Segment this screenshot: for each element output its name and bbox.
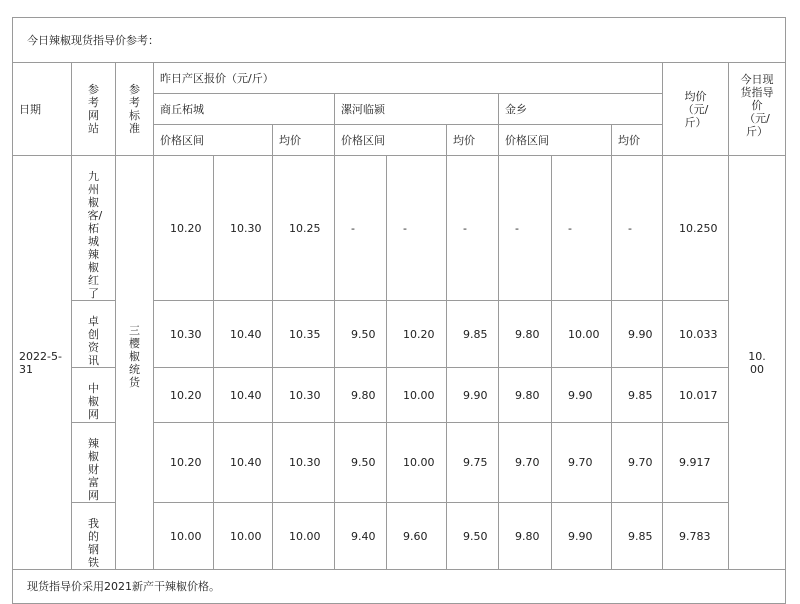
site-cell: 我的钢铁 [72, 503, 116, 570]
price-cell: 9.85 [612, 503, 663, 570]
price-cell: 10.40 [214, 368, 273, 423]
table-caption: 今日辣椒现货指导价参考： [13, 18, 786, 63]
price-cell: 10.20 [387, 301, 447, 368]
price-cell: 9.70 [552, 423, 612, 503]
price-cell: - [335, 156, 387, 301]
sub-price-range: 价格区间 [335, 125, 447, 156]
region-jinxiang: 金乡 [499, 94, 663, 125]
table-row [13, 156, 786, 301]
price-cell: 10.25 [273, 156, 335, 301]
price-cell: 10.00 [214, 503, 273, 570]
standard-cell: 三樱椒统货 [116, 156, 154, 570]
header-site: 参考网站 [72, 63, 116, 156]
avg-cell: 10.250 [663, 156, 729, 301]
price-cell: 9.85 [447, 301, 499, 368]
price-cell: 9.90 [447, 368, 499, 423]
price-cell: 9.80 [499, 368, 552, 423]
price-cell: 9.70 [499, 423, 552, 503]
price-cell: - [612, 156, 663, 301]
price-cell: 10.40 [214, 423, 273, 503]
header-yesterday: 昨日产区报价（元/斤） [154, 63, 663, 94]
price-cell: 9.70 [612, 423, 663, 503]
price-cell: 10.30 [273, 368, 335, 423]
site-cell: 卓创资讯 [72, 301, 116, 368]
price-cell: 10.20 [154, 423, 214, 503]
header-today: 今日现货指导价（元/斤） [729, 63, 786, 156]
price-cell: 10.20 [154, 368, 214, 423]
region-shangqiu: 商丘柘城 [154, 94, 335, 125]
price-cell: 9.60 [387, 503, 447, 570]
header-date: 日期 [13, 63, 72, 156]
price-cell: 10.30 [214, 156, 273, 301]
avg-cell: 10.033 [663, 301, 729, 368]
region-luohe: 漯河临颍 [335, 94, 499, 125]
price-cell: 9.90 [612, 301, 663, 368]
today-price-cell: 10.00 [729, 156, 786, 570]
price-cell: - [387, 156, 447, 301]
price-cell: 10.20 [154, 156, 214, 301]
price-cell: 9.85 [612, 368, 663, 423]
price-cell: 9.80 [499, 301, 552, 368]
site-cell: 中椒网 [72, 368, 116, 423]
price-cell: 9.90 [552, 368, 612, 423]
header-standard: 参考标准 [116, 63, 154, 156]
price-cell: 9.80 [499, 503, 552, 570]
price-cell: 10.40 [214, 301, 273, 368]
site-cell: 九州椒客/柘城辣椒红了 [72, 156, 116, 301]
price-cell: - [499, 156, 552, 301]
price-cell: 9.50 [335, 301, 387, 368]
price-cell: 10.00 [387, 368, 447, 423]
price-cell: 9.75 [447, 423, 499, 503]
price-cell: 9.50 [335, 423, 387, 503]
avg-cell: 9.783 [663, 503, 729, 570]
avg-cell: 10.017 [663, 368, 729, 423]
sub-avg: 均价 [447, 125, 499, 156]
price-cell: 10.00 [387, 423, 447, 503]
sub-price-range: 价格区间 [154, 125, 273, 156]
price-cell: 10.30 [273, 423, 335, 503]
price-cell: - [447, 156, 499, 301]
price-cell: 10.00 [273, 503, 335, 570]
table-footer-note: 现货指导价采用2021新产干辣椒价格。 [13, 570, 786, 604]
price-cell: 9.40 [335, 503, 387, 570]
sub-avg: 均价 [273, 125, 335, 156]
price-table [12, 17, 786, 604]
header-avg-overall: 均价（元/斤） [663, 63, 729, 156]
sub-avg: 均价 [612, 125, 663, 156]
price-cell: 9.80 [335, 368, 387, 423]
price-cell: 9.90 [552, 503, 612, 570]
site-cell: 辣椒财富网 [72, 423, 116, 503]
price-cell: - [552, 156, 612, 301]
price-cell: 10.30 [154, 301, 214, 368]
price-cell: 10.00 [154, 503, 214, 570]
date-cell: 2022-5-31 [13, 156, 72, 570]
avg-cell: 9.917 [663, 423, 729, 503]
price-cell: 10.00 [552, 301, 612, 368]
price-cell: 10.35 [273, 301, 335, 368]
sub-price-range: 价格区间 [499, 125, 612, 156]
price-cell: 9.50 [447, 503, 499, 570]
